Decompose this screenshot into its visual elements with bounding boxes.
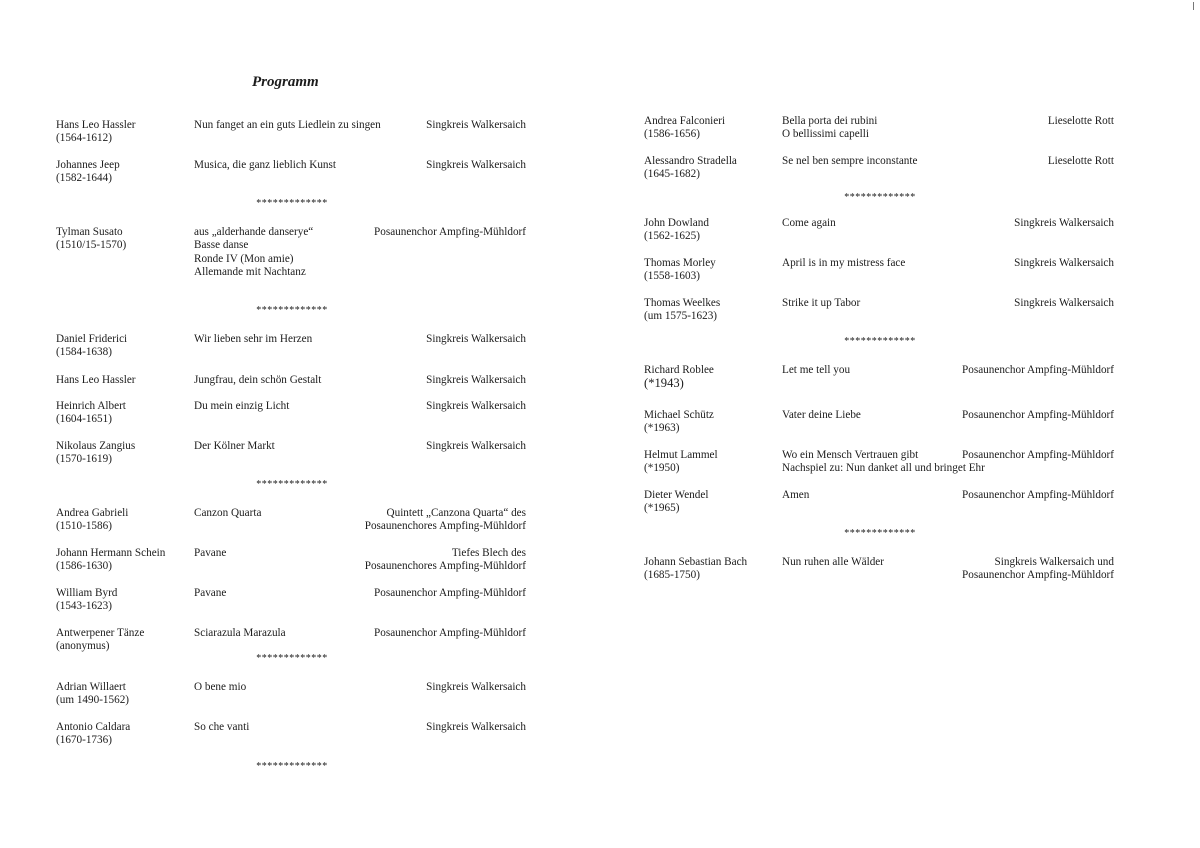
- composer: [644, 115, 780, 142]
- work-line: Wir lieben sehr im Herzen: [194, 333, 313, 345]
- composer-dates: (1670-1736): [56, 734, 112, 747]
- work-line: O bellissimi capelli: [782, 128, 869, 141]
- composer-dates: (1582-1644): [56, 172, 112, 185]
- work-line: O bene mio: [194, 681, 247, 693]
- composer: [56, 627, 192, 654]
- composer-dates: (anonymus): [56, 640, 110, 653]
- performer-line: Singkreis Walkersaich: [426, 159, 526, 171]
- composer-dates: (1562-1625): [644, 230, 700, 243]
- performer-line: Singkreis Walkersaich: [426, 333, 526, 345]
- performer-line: Posaunenchor Ampfing-Mühldorf: [962, 409, 1114, 421]
- performer: [286, 333, 526, 346]
- composer: [56, 721, 192, 748]
- work-line: Basse danse: [194, 239, 249, 252]
- composer: [644, 217, 780, 244]
- composer: [644, 297, 780, 324]
- performer-line: Singkreis Walkersaich: [426, 400, 526, 412]
- work-line: Nun ruhen alle Wälder: [782, 556, 884, 568]
- composer-name: Tylman Susato: [56, 226, 123, 238]
- composer: [56, 374, 192, 387]
- composer-name: Daniel Friderici: [56, 333, 128, 345]
- composer-dates: (um 1490-1562): [56, 694, 130, 707]
- composer: [56, 119, 192, 146]
- performer-line: Tiefes Blech des: [451, 547, 526, 559]
- composer-dates: (*1963): [644, 422, 680, 435]
- performer-line: Singkreis Walkersaich: [426, 721, 526, 733]
- performer-line: Posaunenchores Ampfing-Mühldorf: [364, 520, 526, 533]
- performer-line: Posaunenchor Ampfing-Mühldorf: [962, 569, 1114, 582]
- performer-line: Singkreis Walkersaich: [1014, 297, 1114, 309]
- composer-name: William Byrd: [56, 587, 118, 599]
- work-line: Nachspiel zu: Nun danket all und bringet Ehr: [782, 462, 985, 475]
- composer-dates: (1510-1586): [56, 520, 112, 533]
- performer-line: Posaunenchores Ampfing-Mühldorf: [364, 560, 526, 573]
- performer-line: Posaunenchor Ampfing-Mühldorf: [962, 489, 1114, 501]
- performer-line: Posaunenchor Ampfing-Mühldorf: [962, 364, 1114, 376]
- composer-name: Johannes Jeep: [56, 159, 120, 171]
- separator: *************: [256, 479, 328, 490]
- performer-line: Posaunenchor Ampfing-Mühldorf: [962, 449, 1114, 461]
- composer-dates: (1543-1623): [56, 600, 112, 613]
- composer-name: Alessandro Stradella: [644, 155, 737, 167]
- composer-dates: (1586-1656): [644, 128, 700, 141]
- composer: [56, 547, 192, 574]
- composer-name: Dieter Wendel: [644, 489, 709, 501]
- work-line: Ronde IV (Mon amie): [194, 252, 294, 265]
- composer-name: Michael Schütz: [644, 409, 714, 421]
- composer: [56, 159, 192, 186]
- separator: *************: [844, 336, 916, 347]
- separator: *************: [256, 761, 328, 772]
- work-line: Amen: [782, 489, 810, 501]
- performer-line: Singkreis Walkersaich: [1014, 217, 1114, 229]
- performer: [286, 507, 526, 534]
- performer: [286, 627, 526, 640]
- composer-dates: (1570-1619): [56, 453, 112, 466]
- composer-dates: (um 1575-1623): [644, 310, 718, 323]
- performer-line: Singkreis Walkersaich: [1014, 257, 1114, 269]
- performer-line: Singkreis Walkersaich: [426, 681, 526, 693]
- performer: [894, 409, 1114, 422]
- composer-name: Adrian Willaert: [56, 681, 126, 693]
- work-line: Strike it up Tabor: [782, 297, 861, 309]
- left-column: [56, 0, 528, 848]
- performer: [894, 449, 1114, 462]
- composer: [56, 440, 192, 467]
- composer-name: Andrea Gabrieli: [56, 507, 129, 519]
- work-line: Sciarazula Marazula: [194, 627, 286, 639]
- composer: [56, 507, 192, 534]
- work-line: Du mein einzig Licht: [194, 400, 290, 412]
- composer-name: Heinrich Albert: [56, 400, 126, 412]
- composer-name: Richard Roblee: [644, 364, 714, 376]
- performer: [286, 400, 526, 413]
- work-line: Nun fanget an ein guts Liedlein zu singen: [194, 119, 381, 131]
- composer-dates: (1685-1750): [644, 569, 700, 582]
- performer-line: Posaunenchor Ampfing-Mühldorf: [374, 627, 526, 639]
- performer: [894, 257, 1114, 270]
- separator: *************: [256, 305, 328, 316]
- composer-name: Hans Leo Hassler: [56, 119, 136, 131]
- work-line: April is in my mistress face: [782, 257, 906, 269]
- performer: [286, 440, 526, 453]
- composer-dates: (1558-1603): [644, 270, 700, 283]
- performer: [286, 374, 526, 387]
- composer: [644, 489, 780, 516]
- composer-dates: (1604-1651): [56, 413, 112, 426]
- composer: [644, 449, 780, 476]
- composer: [56, 400, 192, 427]
- performer: [894, 217, 1114, 230]
- performer: [894, 297, 1114, 310]
- performer-line: Lieselotte Rott: [1047, 155, 1114, 167]
- composer-dates: (1510/15-1570): [56, 239, 127, 252]
- work-line: Se nel ben sempre inconstante: [782, 155, 918, 167]
- performer: [286, 119, 526, 132]
- work-line: Bella porta dei rubini: [782, 115, 878, 127]
- work-line: Pavane: [194, 547, 227, 559]
- separator: *************: [256, 653, 328, 664]
- work-line: Musica, die ganz lieblich Kunst: [194, 159, 336, 171]
- composer-dates: (1645-1682): [644, 168, 700, 181]
- composer-name: Johann Sebastian Bach: [644, 556, 748, 568]
- composer: [56, 587, 192, 614]
- work-line: Der Kölner Markt: [194, 440, 275, 452]
- work-line: aus „alderhande danserye“: [194, 226, 314, 238]
- performer: [894, 364, 1114, 377]
- performer: [286, 681, 526, 694]
- edge-mark: [1193, 2, 1194, 10]
- performer: [894, 489, 1114, 502]
- performer-line: Posaunenchor Ampfing-Mühldorf: [374, 587, 526, 599]
- work-line: Let me tell you: [782, 364, 851, 376]
- composer: [644, 409, 780, 436]
- performer-line: Quintett „Canzona Quarta“ des: [386, 507, 526, 519]
- work-line: Come again: [782, 217, 836, 229]
- performer: [286, 159, 526, 172]
- composer: [644, 556, 780, 583]
- performer-line: Lieselotte Rott: [1047, 115, 1114, 127]
- performer-line: Singkreis Walkersaich: [426, 440, 526, 452]
- performer-line: Posaunenchor Ampfing-Mühldorf: [374, 226, 526, 238]
- performer: [286, 226, 526, 239]
- separator: *************: [844, 192, 916, 203]
- work-line: Allemande mit Nachtanz: [194, 266, 306, 279]
- right-column: [644, 0, 1116, 848]
- composer: [56, 226, 192, 253]
- composer-name: Antonio Caldara: [56, 721, 131, 733]
- composer-dates: (*1950): [644, 462, 680, 475]
- work-line: Pavane: [194, 587, 227, 599]
- composer-dates: (1586-1630): [56, 560, 112, 573]
- separator: *************: [844, 528, 916, 539]
- composer: [644, 257, 780, 284]
- work-line: Canzon Quarta: [194, 507, 262, 519]
- composer-dates: (1564-1612): [56, 132, 112, 145]
- composer-dates: (*1943): [644, 376, 684, 391]
- work-line: So che vanti: [194, 721, 250, 733]
- separator: *************: [256, 198, 328, 209]
- performer: [894, 155, 1114, 168]
- composer: [56, 333, 192, 360]
- performer: [894, 115, 1114, 128]
- composer-name: Helmut Lammel: [644, 449, 718, 461]
- composer-dates: (*1965): [644, 502, 680, 515]
- composer-name: Thomas Weelkes: [644, 297, 721, 309]
- composer-name: Antwerpener Tänze: [56, 627, 145, 639]
- composer: [644, 364, 780, 391]
- performer-line: Singkreis Walkersaich: [426, 374, 526, 386]
- performer: [286, 547, 526, 574]
- composer-dates: (1584-1638): [56, 346, 112, 359]
- composer-name: Johann Hermann Schein: [56, 547, 166, 559]
- performer: [286, 587, 526, 600]
- performer-line: Singkreis Walkersaich und: [994, 556, 1114, 568]
- performer: [286, 721, 526, 734]
- composer-name: Hans Leo Hassler: [56, 374, 136, 386]
- work-line: Jungfrau, dein schön Gestalt: [194, 374, 322, 386]
- performer: [894, 556, 1114, 583]
- work-line: Vater deine Liebe: [782, 409, 861, 421]
- composer-name: Andrea Falconieri: [644, 115, 726, 127]
- composer-name: Nikolaus Zangius: [56, 440, 136, 452]
- composer: [644, 155, 780, 182]
- work-line: Wo ein Mensch Vertrauen gibt: [782, 449, 919, 461]
- composer: [56, 681, 192, 708]
- composer-name: Thomas Morley: [644, 257, 716, 269]
- composer-name: John Dowland: [644, 217, 709, 229]
- page-title: Programm: [252, 74, 319, 90]
- performer-line: Singkreis Walkersaich: [426, 119, 526, 131]
